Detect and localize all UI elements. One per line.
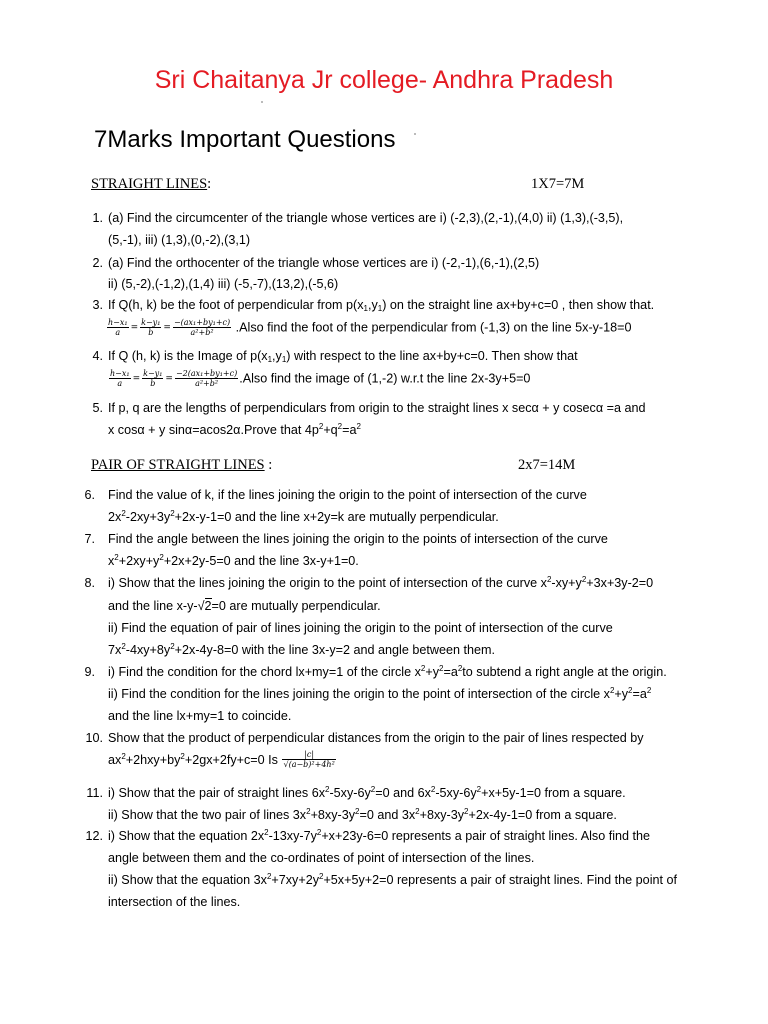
question-text: (a) Find the orthocenter of the triangle whose vertices are i) (-2,-1),(6,-1),(2,5) <box>108 256 540 270</box>
formula-foot-of-perpendicular: $\frac{\text{h−x₁}}{a}$ = $\frac{\text{k−y₁}}{b}$ = $\frac{\text{−(ax₁+by₁+c)}}{\text{a²+b²}}$ .Also find the foot of the perpendicular from (-1,3) on the line 5x-y-18=0 <box>108 318 632 337</box>
question-number: 2. <box>92 256 103 270</box>
scan-artifact <box>261 101 263 103</box>
section-header-straight-lines <box>91 176 211 193</box>
question-text: Show that the product of perpendicular distances from the origin to the pair of lines respected by <box>108 731 644 745</box>
question-text: If Q(h, k) be the foot of perpendicular from $p(x_1,y_1)$ on the straight line ax+by+c=0 , then show that. <box>108 298 655 313</box>
question-text: ii) (5,-2),(-1,2),(1,4) iii) (-5,-7),(13,2),(-5,6) <box>108 277 339 291</box>
page-title: Sri Chaitanya Jr college- Andhra Pradesh <box>154 66 614 94</box>
question-text: x cosα + y sinα=acos2α.Prove that $4p^2+q^2=a^2$ <box>108 422 361 437</box>
fraction-distance-product: $\frac{|c|}{\text{√(a−b)²+4h²}}$ <box>283 750 335 769</box>
question-text: intersection of the lines. <box>108 895 241 909</box>
question-text: i) Find the condition for the chord lx+my=1 of the circle $x^2+y^2=a^2to$ subtend a right angle at the origin. <box>108 664 667 679</box>
section-suffix: : <box>264 457 273 473</box>
section-name: PAIR OF STRAIGHT LINES <box>91 457 265 473</box>
fraction: $\frac{\text{h−x₁}}{a}$ <box>110 369 130 388</box>
question-text: $7x^2-4xy+8y^2+2x-4y-8=0$ with the line 3x-y=2 and angle between them. <box>108 642 495 657</box>
question-text: (a) Find the circumcenter of the triangle whose vertices are i) (-2,3),(2,-1),(4,0) ii) (1,3),(-3,5), <box>108 211 624 225</box>
question-number: 1. <box>92 211 103 225</box>
page-subtitle: 7Marks Important Questions <box>94 126 396 153</box>
question-number: 6. <box>84 488 95 502</box>
question-text: Find the angle between the lines joining the origin to the points of intersection of the curve <box>108 532 608 546</box>
fraction: $\frac{\text{k−y₁}}{b}$ <box>141 318 161 337</box>
question-text: ii) Find the condition for the lines joining the origin to the point of intersection of the circle $x^2+y^2=a^2$ <box>108 686 652 701</box>
question-text: and the line x-y-√2=0 are mutually perpendicular. <box>108 599 381 613</box>
question-number: 11. <box>86 786 103 800</box>
question-text: ii) Find the equation of pair of lines joining the origin to the point of intersection of the curve <box>108 621 613 635</box>
question-number: 4. <box>92 349 103 363</box>
fraction: $\frac{\text{−(ax₁+by₁+c)}}{\text{a²+b²}}$ <box>173 318 231 337</box>
fraction: $\frac{\text{k−y₁}}{b}$ <box>143 369 163 388</box>
question-text: i) Show that the pair of straight lines $6x^2-5xy-6y^2=0$ and $6x^2-5xy-6y^2+x+5y-1=0$ from a square. <box>108 785 626 800</box>
question-text: i) Show that the lines joining the origin to the point of intersection of the curve $x^2-xy+y^2+3x+3y-2=0$ <box>108 575 654 590</box>
question-text: and the line lx+my=1 to coincide. <box>108 709 292 723</box>
section-suffix: : <box>207 176 212 192</box>
question-text: (5,-1), iii) (1,3),(0,-2),(3,1) <box>108 233 251 247</box>
question-text: If p, q are the lengths of perpendiculars from origin to the straight lines x secα + y cosecα =a and <box>108 401 646 415</box>
question-number: 5. <box>92 401 103 415</box>
fraction: $\frac{\text{−2(ax₁+by₁+c)}}{\text{a²+b²}}$ <box>175 369 238 388</box>
section-header-pair-of-straight-lines <box>91 457 272 474</box>
question-text: $2x^2-2xy+3y^2+2x-y-1=0$ and the line x+2y=k are mutually perpendicular. <box>108 509 499 524</box>
question-text: angle between them and the co-ordinates of point of intersection of the lines. <box>108 851 535 865</box>
question-number: 7. <box>84 532 95 546</box>
question-text: i) Show that the equation $2x^2-13xy-7y^2+x+23y-6=0$ represents a pair of straight lines. Also find the <box>108 828 651 843</box>
question-number: 12. <box>85 829 103 843</box>
question-text: If Q (h, k) is the Image of $p(x_1,y_1)$ with respect to the line ax+by+c=0. Then show that <box>108 349 578 364</box>
question-number: 3. <box>92 298 103 312</box>
question-number: 9. <box>84 665 95 679</box>
fraction: $\frac{\text{h−x₁}}{a}$ <box>108 318 128 337</box>
formula-image-of-point: $\frac{\text{h−x₁}}{a}$ = $\frac{\text{k−y₁}}{b}$ = $\frac{\text{−2(ax₁+by₁+c)}}{\text{a²+b²}}$ .Also find the image of (1,-2) w.r.t the line 2x-3y+5=0 <box>110 369 531 388</box>
question-text: $x^2+2xy+y^2+2x+2y-5=0$ and the line 3x-y+1=0. <box>108 553 359 568</box>
question-number: 8. <box>84 576 95 590</box>
section-marks: 1X7=7M <box>531 176 585 192</box>
section-marks: 2x7=14M <box>518 457 576 473</box>
question-text: Find the value of k, if the lines joining the origin to the point of intersection of the curve <box>108 488 587 502</box>
question-text: ii) Show that the two pair of lines $3x^2+8xy-3y^2=0$ and $3x^2+8xy-3y^2+2x-4y-1=0$ from a square. <box>108 807 617 822</box>
scan-artifact <box>414 133 416 135</box>
question-text: $ax^2+2hxy+by^2+2gx+2fy+c=0$ Is $\frac{|c|}{\text{√(a−b)²+4h²}}$ <box>108 750 335 769</box>
question-text: ii) Show that the equation $3x^2+7xy+2y^2+5x+5y+2=0$ represents a pair of straight lines. Find the point of <box>108 872 677 887</box>
question-number: 10. <box>85 731 103 745</box>
section-name: STRAIGHT LINES <box>91 176 208 192</box>
